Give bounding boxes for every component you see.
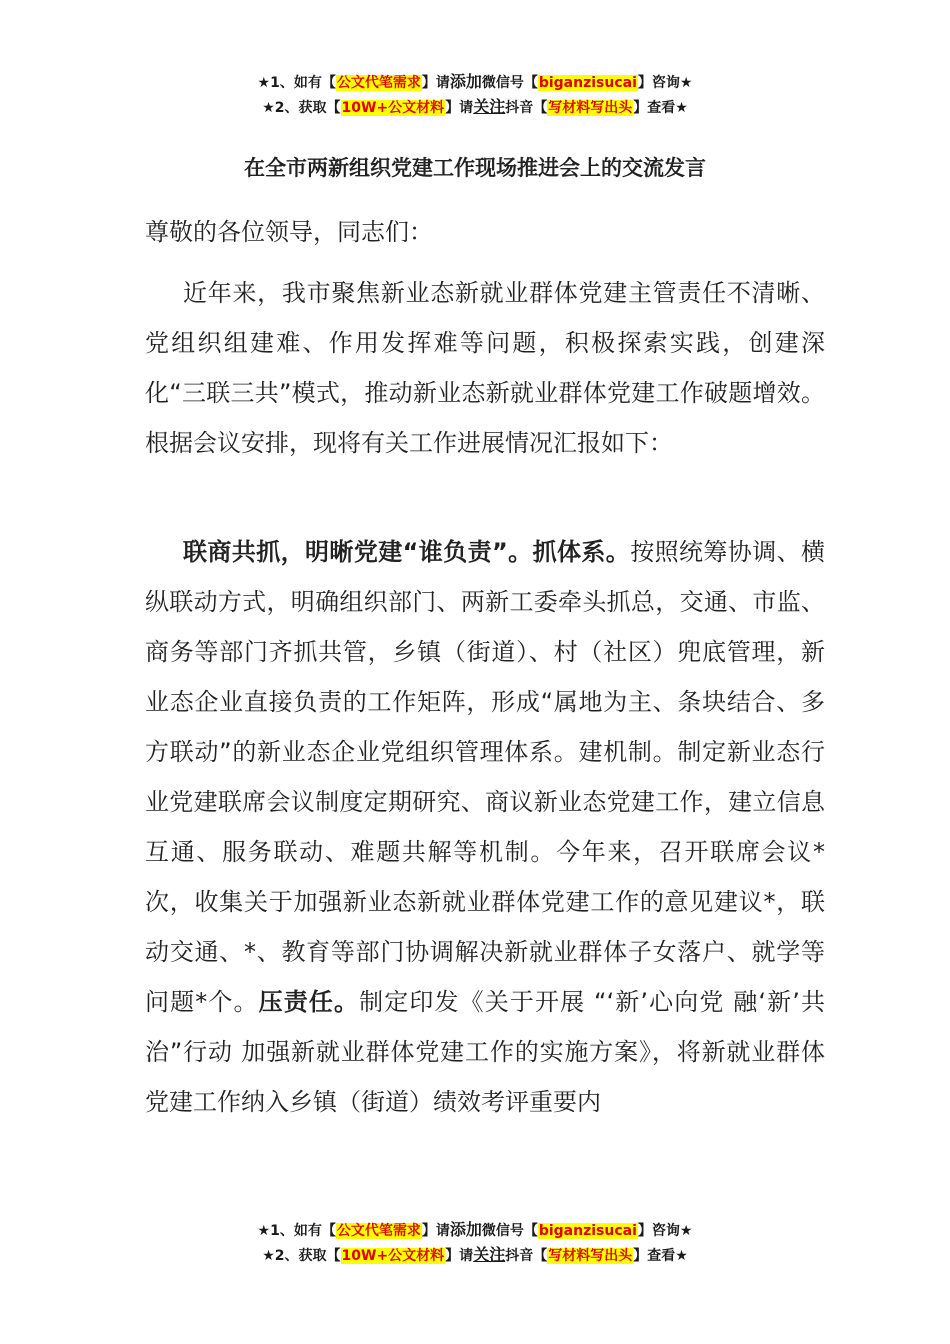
banner-text: 】查看★ — [633, 100, 688, 116]
section-heading: 联商共抓，明晰党建“谁负责”。 — [183, 538, 533, 566]
document-title: 在全市两新组织党建工作现场推进会上的交流发言 — [244, 156, 706, 180]
banner-text: 】请 — [445, 1248, 474, 1264]
salutation: 尊敬的各位领导，同志们： — [145, 218, 433, 246]
banner-text: 微信号【 — [481, 1223, 538, 1239]
banner-text: 】请 — [421, 75, 450, 91]
paragraph-intro: 近年来，我市聚焦新业态新就业群体党建主管责任不清晰、党组织组建难、作用发挥难等问题，积极探索实践，创建深化“三联三共”模式，推动新业态新就业群体党建工作破题增效。根据会议安排，现将有关工作进展情况汇报如下： — [145, 279, 825, 457]
banner-line-1 — [0, 70, 950, 95]
banner-text: ★1、如有【 — [257, 1223, 336, 1239]
banner-text: 】咨询★ — [637, 75, 693, 91]
banner-emphasis: 添加 — [449, 72, 482, 91]
paragraph-text: 按照统筹协调、横纵联动方式，明确组织部门、两新工委牵头抓总，交通、市监、商务等部门齐抓共管，乡镇（街道）、村（社区）兜底管理，新业态企业直接负责的工作矩阵，形成“属地为主、条块结合、多方联动”的新业态企业党组织管理体系。建机制。制定新业态行业党建联席会议制度定期研究、商议新业态党建工作，建立信息互通、服务联动、难题共解等机制。今年来，召开联席会议*次，收集关于加强新业态新就业群体党建工作的意见建议*，联动交通、*、教育等部门协调解决新就业群体子女落户、就学等问题*个。 — [145, 538, 826, 1016]
banner-douyin-id: 写材料写出头 — [548, 1248, 633, 1264]
banner-text: 】查看★ — [633, 1248, 688, 1264]
banner-highlight: 10W+公文材料 — [341, 1248, 445, 1264]
banner-text: 】咨询★ — [637, 1223, 693, 1239]
banner-emphasis: 添加 — [449, 1220, 482, 1239]
banner-text: ★2、获取【 — [262, 100, 341, 116]
banner-highlight: 10W+公文材料 — [341, 100, 445, 116]
banner-line-2 — [0, 1243, 950, 1268]
banner-line-2 — [0, 95, 950, 120]
banner-text: ★2、获取【 — [262, 1248, 341, 1264]
footer-banner — [0, 1218, 950, 1268]
banner-douyin-id: 写材料写出头 — [548, 100, 633, 116]
banner-text: 】请 — [421, 1223, 450, 1239]
banner-text: 微信号【 — [481, 75, 538, 91]
banner-highlight: 公文代笔需求 — [336, 1223, 421, 1239]
paragraph-section-1 — [145, 527, 825, 1127]
banner-line-1 — [0, 1218, 950, 1243]
subheading-system: 抓体系。 — [532, 538, 631, 566]
banner-highlight: 公文代笔需求 — [336, 75, 421, 91]
banner-text: 抖音【 — [505, 100, 548, 116]
banner-wechat-id: biganzisucai — [538, 1223, 637, 1239]
subheading-responsibility: 压责任。 — [258, 988, 360, 1016]
banner-text: 抖音【 — [505, 1248, 548, 1264]
banner-text: ★1、如有【 — [257, 75, 336, 91]
banner-emphasis: 关注 — [473, 1245, 506, 1264]
paragraph-text: 制定印发《关于开展 “‘新’心向党 融‘新’共治”行动 加强新就业群体党建工作的实施方案》，将新就业群体党建工作纳入乡镇（街道）绩效考评重要内 — [145, 988, 826, 1116]
banner-text: 】请 — [445, 100, 474, 116]
banner-wechat-id: biganzisucai — [538, 75, 637, 91]
banner-emphasis: 关注 — [473, 97, 506, 116]
header-banner — [0, 70, 950, 120]
